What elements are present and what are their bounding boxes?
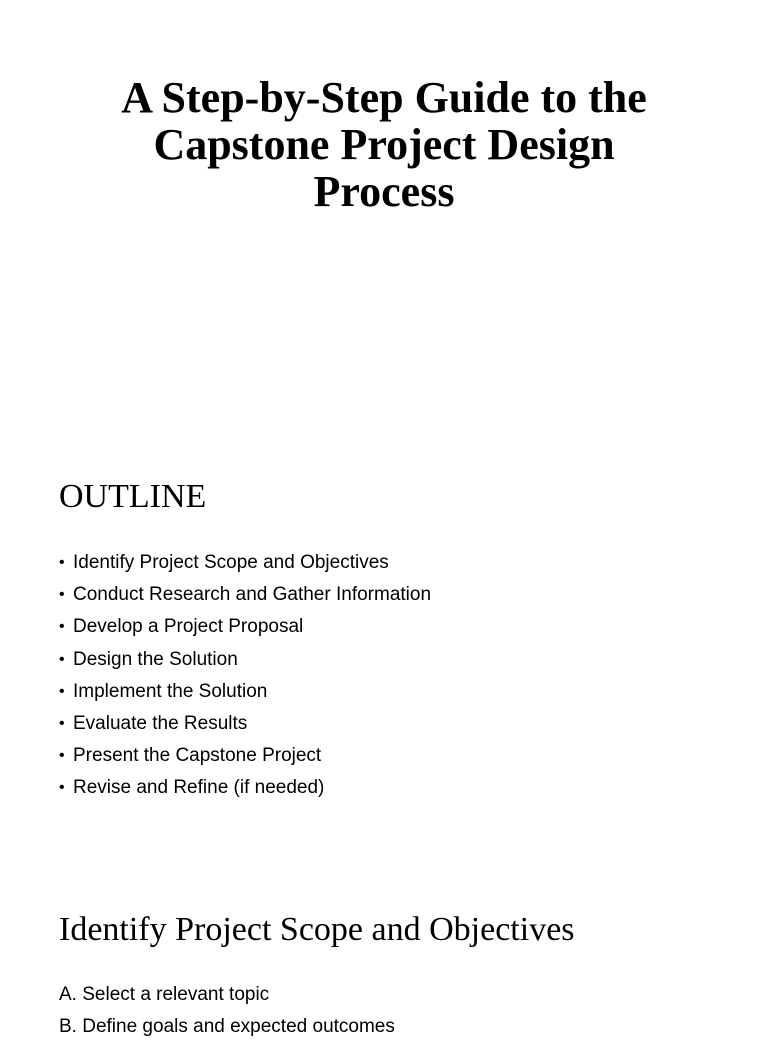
bullet-icon: •: [59, 586, 65, 604]
list-item: [59, 740, 431, 772]
bullet-icon: •: [59, 618, 65, 636]
scope-item-list: [59, 979, 395, 1043]
bullet-icon: •: [59, 554, 65, 571]
list-item-text: Develop a Project Proposal: [73, 616, 304, 638]
list-item-text: Evaluate the Results: [73, 712, 248, 734]
scope-section-heading: Identify Project Scope and Objectives: [59, 911, 575, 948]
bullet-icon: •: [59, 682, 65, 700]
list-item-text: Present the Capstone Project: [73, 745, 322, 767]
list-item: A. Select a relevant topic: [59, 984, 270, 1005]
bullet-icon: •: [59, 779, 65, 797]
bullet-icon: •: [59, 650, 65, 668]
list-item-text: Revise and Refine (if needed): [73, 777, 325, 799]
list-item-text: Identify Project Scope and Objectives: [73, 552, 389, 573]
list-item: [59, 579, 431, 611]
list-item: [59, 644, 431, 676]
outline-list: [59, 547, 431, 805]
list-item: [59, 708, 431, 740]
list-item-text: Conduct Research and Gather Information: [73, 584, 432, 606]
list-item-text: Design the Solution: [73, 648, 238, 670]
list-item: [59, 772, 431, 804]
list-item: B. Define goals and expected outcomes: [59, 1016, 395, 1037]
list-item: [59, 611, 431, 643]
bullet-icon: •: [59, 714, 65, 732]
list-item-text: Implement the Solution: [73, 680, 268, 702]
page-title: A Step-by-Step Guide to the Capstone Project Design Process: [121, 73, 647, 216]
list-item: [59, 547, 431, 579]
list-item: [59, 676, 431, 708]
bullet-icon: •: [59, 747, 65, 765]
outline-heading: OUTLINE: [59, 478, 207, 515]
